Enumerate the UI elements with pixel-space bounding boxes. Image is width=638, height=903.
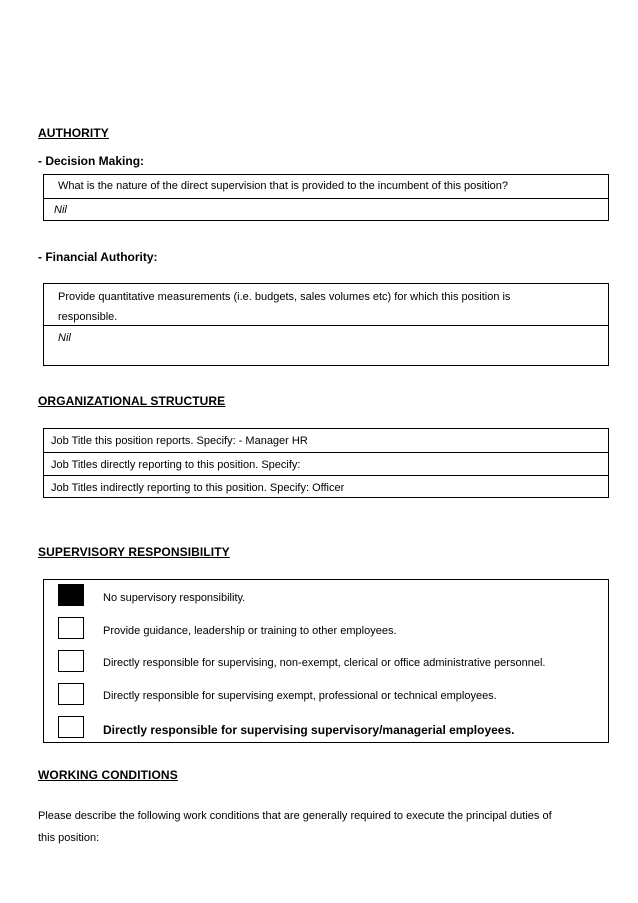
org-row-indirect-reports-text: Job Titles indirectly reporting to this position. Specify: Officer	[51, 482, 345, 494]
financial-authority-question-line1: Provide quantitative measurements (i.e. budgets, sales volumes etc) for which this position is	[58, 291, 511, 303]
supervisory-responsibility-heading: SUPERVISORY RESPONSIBILITY	[38, 545, 230, 559]
supervisory-option-1-checkbox[interactable]	[58, 584, 84, 606]
decision-making-box	[43, 174, 609, 221]
working-conditions-heading: WORKING CONDITIONS	[38, 768, 178, 782]
supervisory-option-1-label: No supervisory responsibility.	[103, 592, 246, 604]
authority-heading: AUTHORITY	[38, 126, 109, 140]
supervisory-option-3-label: Directly responsible for supervising, non-exempt, clerical or office administrative personnel.	[103, 657, 546, 669]
financial-authority-question-row	[44, 284, 608, 325]
org-row-reports-to	[44, 429, 608, 452]
financial-authority-box	[43, 283, 609, 366]
working-conditions-intro-line1: Please describe the following work conditions that are generally required to execute the principal duties of	[38, 810, 552, 822]
decision-making-answer-row	[44, 198, 608, 220]
financial-authority-label: - Financial Authority:	[38, 250, 158, 264]
org-row-direct-reports-text: Job Titles directly reporting to this position. Specify:	[51, 459, 301, 471]
decision-making-answer: Nil	[54, 204, 67, 216]
supervisory-option-5-checkbox[interactable]	[58, 716, 84, 738]
organizational-structure-table	[43, 428, 609, 498]
supervisory-option-4-label: Directly responsible for supervising exempt, professional or technical employees.	[103, 690, 497, 702]
org-row-indirect-reports	[44, 475, 608, 497]
decision-making-question-row	[44, 175, 608, 198]
decision-making-question: What is the nature of the direct supervision that is provided to the incumbent of this position?	[58, 180, 509, 192]
supervisory-option-2-checkbox[interactable]	[58, 617, 84, 639]
supervisory-option-3-checkbox[interactable]	[58, 650, 84, 672]
supervisory-option-2-label: Provide guidance, leadership or training to other employees.	[103, 625, 397, 637]
supervisory-option-4-checkbox[interactable]	[58, 683, 84, 705]
org-row-direct-reports	[44, 452, 608, 475]
decision-making-label: - Decision Making:	[38, 154, 145, 168]
working-conditions-intro-line2: this position:	[38, 832, 100, 844]
working-conditions-intro	[38, 805, 608, 849]
financial-authority-answer-row	[44, 325, 608, 365]
supervisory-option-5-label: Directly responsible for supervising supervisory/managerial employees.	[103, 723, 515, 737]
org-row-reports-to-text: Job Title this position reports. Specify: - Manager HR	[51, 435, 308, 447]
organizational-structure-heading: ORGANIZATIONAL STRUCTURE	[38, 394, 226, 408]
financial-authority-question-line2: responsible.	[58, 311, 118, 323]
financial-authority-answer: Nil	[58, 332, 71, 344]
